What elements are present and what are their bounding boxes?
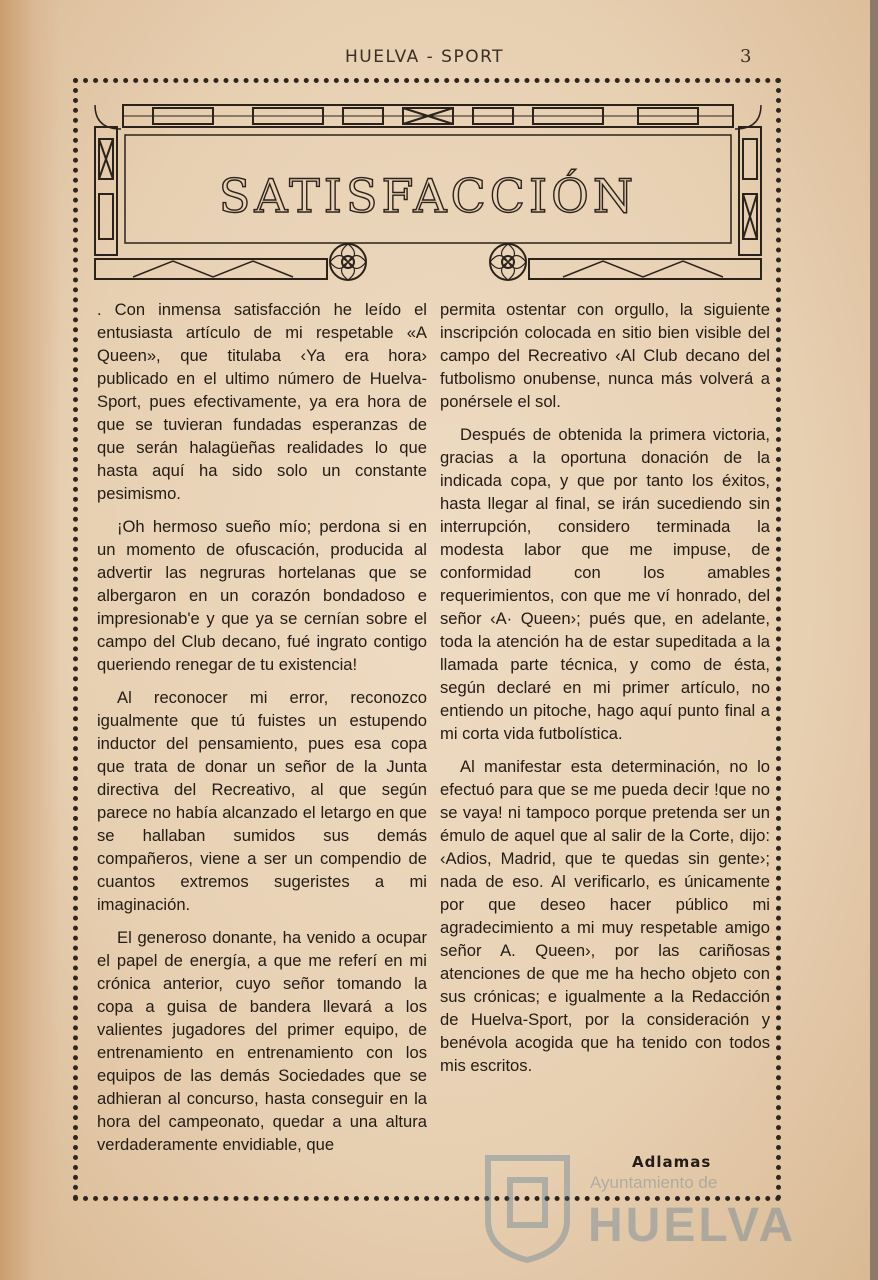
right-text-column <box>440 298 770 1087</box>
author-signature: Adlamas <box>632 1153 712 1171</box>
watermark-line-1: Ayuntamiento de <box>590 1173 718 1192</box>
archive-watermark <box>470 1140 800 1270</box>
paragraph: Al reconocer mi error, reconozco igualmente que tú fuistes un estupendo inductor del pensamiento, pues esa copa que trata de donar un señor de la Junta directiva del Recreativo, al que según parece no había alcanzado el letargo en que se hallaban sumidos sus demás compañeros, viene a ser un compendio de cuantos extremos sugeristes a mi imaginación. <box>97 688 427 914</box>
ornamental-title-frame <box>93 99 763 287</box>
paragraph: Al manifestar esta determinación, no lo efectuó para que se me pueda decir !que no se vaya! ni tampoco porque pretenda ser un émulo de aquel que al salir de la Corte, dijo: ‹Adios, Madrid, que te quedas sin gente›; nada de eso. Al verificarlo, es únicamente por que deseo hacer público mi agradecimiento a mi muy respetable amigo señor A. Queen›, por las cariñosas atenciones de que me ha hecho objeto con sus crónicas; e igualmente a la Redacción de Huelva-Sport, por la consideración y benévola acogida que ha tenido con todos mis escritos. <box>440 757 770 1075</box>
city-shield-logo-icon <box>480 1150 575 1265</box>
paragraph: permita ostentar con orgullo, la siguiente inscripción colocada en sitio bien visible del campo del Recreativo ‹Al Club decano del futbolismo onubense, nunca más volverá a ponérsele el sol. <box>440 300 770 411</box>
watermark-line-2: HUELVA <box>588 1199 797 1252</box>
running-header-title: HUELVA - SPORT <box>345 47 505 67</box>
paragraph: El generoso donante, ha venido a ocupar el papel de energía, a que me referí en mi crónica anterior, cuyo señor tomando la copa a guisa de bandera llevará a los valientes jugadores del primer equipo, de entrenamiento en entrenamiento con los equipos de las demás Sociedades que se adhieran al concurso, hasta conseguir en la hora del campeonato, quedar a una altura verdaderamente envidiable, que <box>97 928 427 1154</box>
left-text-column <box>97 298 427 1166</box>
paragraph: . Con inmensa satisfacción he leído el entusiasta artículo de mi respetable «A Queen», que titulaba ‹Ya era hora› publicado en el ultimo número de Huelva-Sport, pues efectivamente, ya era hora de que se tuvieran fundadas esperanzas de que serán halagüeñas realidades lo que hasta aquí ha sido solo un constante pesimismo. <box>97 300 427 503</box>
scan-edge <box>870 0 878 1280</box>
paragraph: ¡Oh hermoso sueño mío; perdona si en un momento de ofuscación, producida al advertir las negruras hortelanas que se albergaron en un corazón bondadoso e impresionab'e y que ya se cernían sobre el campo del Club decano, fué ingrato contigo queriendo renegar de tu existencia! <box>97 517 427 674</box>
paragraph: Después de obtenida la primera victoria, gracias a la oportuna donación de la indicada copa, y que por tanto los éxitos, hasta llegar al final, se irán sucediendo sin interrupción, considero terminada la modesta labor que me impuse, de conformidad con los amables requerimientos, con que me ví honrado, del señor ‹A· Queen›; pués que, en adelante, toda la atención ha de estar supeditada a la llamada parte técnica, y como de ésta, según declaré en mi primer artículo, no entiendo un pitoche, hago aquí punto final a mi corta vida futbolística. <box>440 425 770 743</box>
article-title: SATISFACCIÓN <box>218 169 638 223</box>
page-number: 3 <box>740 46 752 67</box>
page-edge-shadow <box>0 0 60 1280</box>
